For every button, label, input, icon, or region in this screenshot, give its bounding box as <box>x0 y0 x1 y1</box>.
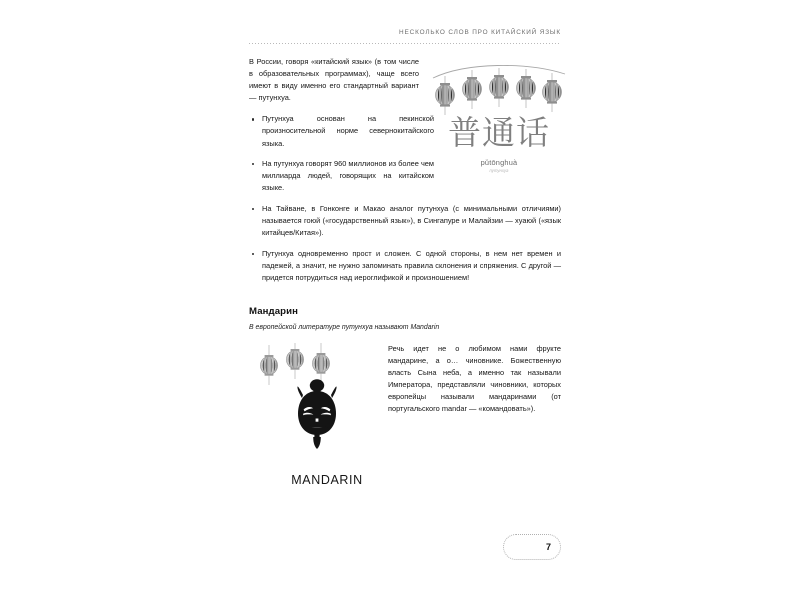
list-item <box>249 158 434 194</box>
list-item-text: Путунхуа одновременно прост и сложен. С одной стороны, в нем нет времен и падежей, а значит, не нужно запоминать правила склонения и спряжения. С другой — придется потрудиться над иероглификой и произношением! <box>262 248 561 282</box>
chinese-characters-putonghua: 普通话 <box>448 113 550 152</box>
page-number: 7 <box>545 542 551 552</box>
bullet-icon <box>252 208 254 210</box>
list-item <box>249 113 434 149</box>
article-body <box>249 56 561 284</box>
list-item-text: На путунхуа говорят 960 миллионов из более чем миллиарда людей, говорящих на китайском языке. <box>262 159 434 193</box>
page-content <box>249 28 561 576</box>
bullet-icon <box>252 163 254 165</box>
mandarin-caption: MANDARIN <box>291 473 363 487</box>
running-head: НЕСКОЛЬКО СЛОВ ПРО КИТАЙСКИЙ ЯЗЫК <box>399 29 561 36</box>
bullet-icon <box>252 253 254 255</box>
lead-paragraph: В России, говоря «китайский язык» (в том числе в образовательных программах), чаще всего имеют в виду именно его стандартный вариант — путунхуа. <box>249 57 419 103</box>
mandarin-illustration <box>253 343 401 493</box>
bullet-icon <box>252 118 254 120</box>
list-item <box>249 248 561 284</box>
fact-list <box>249 113 561 284</box>
pinyin-gloss-label: путунхуа <box>489 168 509 173</box>
list-item <box>249 203 561 239</box>
page-number-frame <box>503 534 561 560</box>
mandarin-paragraph: Речь идет не о любимом нами фрукте мандарине, а о… чиновнике. Божественную власть Сына неба, а именно так называли Императора, представляли чиновники, которых европейцы называли мандаринами (от португальского mandar — «командовать»). <box>388 344 561 414</box>
section-subtitle: В европейской литературе путунхуа называют Mandarin <box>249 324 440 331</box>
header-divider <box>249 43 561 44</box>
list-item-text: Путунхуа основан на пекинской произносительной норме севернокитайского языка. <box>262 114 434 148</box>
mandarin-block <box>249 343 561 493</box>
pinyin-label: pǔtōnghuà <box>480 158 518 167</box>
section-title: Мандарин <box>249 306 299 317</box>
list-item-text: На Тайване, в Гонконге и Макао аналог путунхуа (с минимальными отличиями) называется гоюй («государственный язык»), в Сингапуре и Малайзии — хуаюй («язык китайцев/Китая»). <box>262 203 561 238</box>
mandarin-figure-icon <box>253 343 401 467</box>
